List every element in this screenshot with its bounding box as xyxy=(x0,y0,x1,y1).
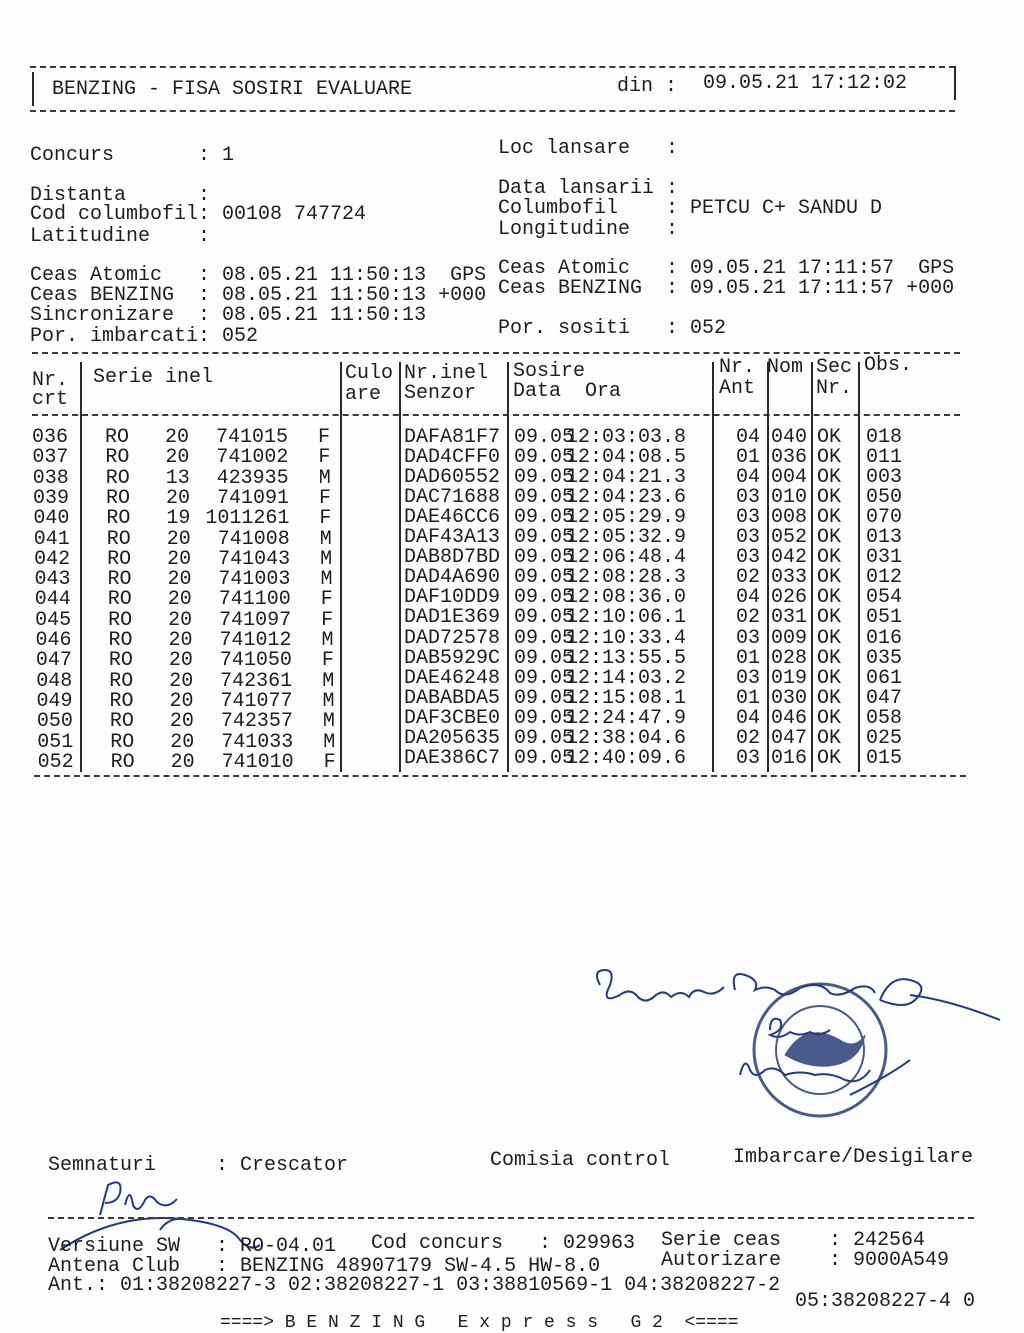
cell-sec: OK xyxy=(817,726,842,750)
cell-sensor: DAB8D7BD xyxy=(404,546,501,570)
field-columbofil: Columbofil: PETCU C+ SANDU D xyxy=(498,199,882,219)
cell-date: 09.05 xyxy=(514,546,575,570)
th-sec: Sec xyxy=(816,356,853,379)
cell-sex: F xyxy=(323,750,336,774)
cell-obs: 003 xyxy=(866,466,903,490)
cell-date: 09.05 xyxy=(514,666,575,690)
cell-country: RO xyxy=(110,730,135,754)
field-latitudine: Latitudine: xyxy=(30,227,222,247)
cell-year: 20 xyxy=(165,446,190,470)
cell-time: 12:24:47.9 xyxy=(566,706,687,730)
cell-time: 12:10:06.1 xyxy=(566,606,687,630)
cell-sensor: DAD60552 xyxy=(404,466,501,490)
cell-nr: 038 xyxy=(32,466,69,490)
cell-obs: 031 xyxy=(866,546,903,570)
cell-sec: OK xyxy=(817,686,842,710)
cell-ring: 1011261 xyxy=(205,507,290,531)
cell-time: 12:04:08.5 xyxy=(566,446,687,470)
cell-obs: 054 xyxy=(866,586,903,610)
cell-sex: F xyxy=(319,507,332,531)
cell-country: RO xyxy=(108,608,133,632)
th-ant: Ant xyxy=(719,377,756,400)
th-culo: Culo xyxy=(345,362,394,385)
cell-obs: 011 xyxy=(866,446,903,470)
cell-year: 20 xyxy=(169,689,194,713)
cell-year: 20 xyxy=(170,750,195,774)
cell-sec: OK xyxy=(817,706,842,730)
cell-country: RO xyxy=(106,507,131,531)
cell-date: 09.05 xyxy=(514,446,575,470)
cell-year: 20 xyxy=(166,486,191,510)
cell-ring: 741077 xyxy=(220,689,293,713)
cell-sensor: DAF3CBE0 xyxy=(404,706,501,730)
cell-nr: 050 xyxy=(36,710,73,734)
field-concurs: Concurs: 1 xyxy=(30,146,234,166)
cell-year: 20 xyxy=(169,669,194,693)
cell-time: 12:05:29.9 xyxy=(566,506,687,530)
cell-country: RO xyxy=(106,527,131,551)
header-border-left xyxy=(32,72,34,106)
cell-sec: OK xyxy=(817,486,842,510)
cell-ring: 741002 xyxy=(216,446,289,470)
table-column-divider xyxy=(507,362,509,772)
th-are: are xyxy=(345,383,382,406)
cell-sex: F xyxy=(321,649,334,673)
cell-nr: 049 xyxy=(36,689,73,713)
cell-time: 12:04:21.3 xyxy=(566,466,687,490)
cell-ring: 741010 xyxy=(221,750,294,774)
th-nr-ant: Nr. xyxy=(719,356,756,379)
cell-year: 20 xyxy=(165,426,190,449)
cell-nom: 004 xyxy=(771,466,808,490)
cell-sex: F xyxy=(318,446,331,470)
footer-cod-concurs: Cod concurs: 029963 xyxy=(371,1234,635,1254)
field-ceas-benzing-left: Ceas BENZING: 08.05.21 11:50:13 +000 xyxy=(30,286,486,306)
signature-imbarcare: Imbarcare/Desigilare xyxy=(733,1146,974,1169)
cell-country: RO xyxy=(109,669,134,693)
cell-date: 09.05 xyxy=(514,746,575,770)
cell-sec: OK xyxy=(817,466,842,490)
cell-sec: OK xyxy=(817,446,842,470)
cell-year: 20 xyxy=(168,629,193,652)
header-border-bottom xyxy=(30,110,955,112)
cell-nom: 047 xyxy=(771,726,808,750)
cell-time: 12:40:09.6 xyxy=(566,746,687,770)
cell-country: RO xyxy=(108,649,133,673)
table-column-divider xyxy=(858,362,860,772)
cell-nr: 037 xyxy=(32,446,69,470)
cell-country: RO xyxy=(105,426,130,449)
table-header-separator xyxy=(32,414,960,416)
field-ceas-benzing-right: Ceas BENZING: 09.05.21 17:11:57 +000 xyxy=(498,279,954,299)
cell-sex: M xyxy=(321,629,334,652)
header-border-right xyxy=(954,66,956,100)
cell-country: RO xyxy=(105,466,130,490)
cell-ant: 03 xyxy=(735,746,760,770)
cell-obs: 012 xyxy=(866,566,903,590)
cell-sensor: DAE386C7 xyxy=(404,746,501,770)
th-sec-nr: Nr. xyxy=(816,377,853,400)
cell-ring: 742357 xyxy=(220,710,293,734)
cell-time: 12:06:48.4 xyxy=(566,546,687,570)
cell-sec: OK xyxy=(817,666,842,690)
cell-sex: M xyxy=(323,730,336,754)
footer-separator xyxy=(48,1217,974,1219)
cell-year: 13 xyxy=(165,466,190,490)
cell-nom: 036 xyxy=(771,446,808,470)
cell-obs: 047 xyxy=(866,686,903,710)
th-nr-inel: Nr.inel xyxy=(404,362,489,385)
field-ceas-atomic-right: Ceas Atomic: 09.05.21 17:11:57 GPS xyxy=(498,259,954,279)
table-border-bottom xyxy=(34,775,966,777)
th-obs: Obs. xyxy=(864,354,913,377)
cell-obs: 016 xyxy=(866,626,903,650)
cell-ant: 03 xyxy=(735,486,760,510)
cell-ant: 02 xyxy=(735,726,760,750)
cell-country: RO xyxy=(110,750,135,774)
cell-sensor: DAD4A690 xyxy=(404,566,501,590)
cell-sex: M xyxy=(322,710,335,734)
cell-obs: 035 xyxy=(866,646,903,670)
cell-nom: 019 xyxy=(771,666,808,690)
field-por-imbarcati: Por. imbarcati: 052 xyxy=(30,327,258,347)
cell-obs: 058 xyxy=(866,706,903,730)
field-cod-columbofil: Cod columbofil: 00108 747724 xyxy=(30,205,366,225)
cell-year: 20 xyxy=(167,588,192,612)
cell-date: 09.05 xyxy=(514,646,575,670)
cell-ring: 741097 xyxy=(219,608,292,632)
footer-serie-ceas: Serie ceas: 242564 xyxy=(661,1231,925,1251)
cell-nom: 031 xyxy=(771,606,808,630)
cell-obs: 050 xyxy=(866,486,903,510)
cell-sec: OK xyxy=(817,626,842,650)
field-distanta: Distanta: xyxy=(30,186,222,206)
cell-ant: 01 xyxy=(735,646,760,670)
th-sosire: Sosire xyxy=(513,360,586,383)
cell-country: RO xyxy=(109,710,134,734)
footer-antena-club: Antena Club: BENZING 48907179 SW-4.5 HW-8.0 xyxy=(48,1257,600,1277)
cell-sec: OK xyxy=(817,566,842,590)
th-crt: crt xyxy=(32,388,69,411)
cell-nr: 041 xyxy=(33,527,70,551)
cell-ring: 741003 xyxy=(218,568,291,592)
signatures-label: Semnaturi: Crescator xyxy=(48,1156,348,1176)
cell-nr: 036 xyxy=(32,426,69,449)
cell-year: 20 xyxy=(169,710,194,734)
cell-country: RO xyxy=(109,689,134,713)
cell-sec: OK xyxy=(817,646,842,670)
cell-time: 12:10:33.4 xyxy=(566,626,687,650)
cell-ring: 741008 xyxy=(217,527,290,551)
th-senzor: Senzor xyxy=(404,382,477,405)
cell-country: RO xyxy=(108,629,133,652)
cell-sex: M xyxy=(322,669,335,693)
cell-date: 09.05 xyxy=(514,686,575,710)
cell-time: 12:13:55.5 xyxy=(566,646,687,670)
cell-sex: M xyxy=(320,547,333,571)
cell-year: 20 xyxy=(168,649,193,673)
cell-time: 12:08:36.0 xyxy=(566,586,687,610)
cell-time: 12:08:28.3 xyxy=(566,566,687,590)
cell-date: 09.05 xyxy=(514,526,575,550)
cell-ant: 01 xyxy=(735,446,760,470)
club-stamp xyxy=(754,984,886,1116)
cell-sensor: DAD1E369 xyxy=(404,606,501,630)
cell-date: 09.05 xyxy=(514,606,575,630)
cell-nom: 033 xyxy=(771,566,808,590)
field-loc-lansare: Loc lansare: xyxy=(498,139,690,159)
cell-ring: 741050 xyxy=(219,649,292,673)
cell-nr: 039 xyxy=(33,486,70,510)
table-column-divider xyxy=(80,362,82,772)
cell-nom: 046 xyxy=(771,706,808,730)
table-column-divider xyxy=(811,362,813,772)
table-border-top xyxy=(32,352,960,354)
cell-ant: 04 xyxy=(735,586,760,610)
cell-obs: 051 xyxy=(866,606,903,630)
field-longitudine: Longitudine: xyxy=(498,220,690,240)
cell-ant: 03 xyxy=(735,546,760,570)
commission-handwriting xyxy=(597,970,1000,1095)
cell-nom: 052 xyxy=(771,526,808,550)
table-column-divider xyxy=(399,362,401,772)
cell-sex: F xyxy=(318,426,331,449)
field-ceas-atomic-left: Ceas Atomic: 08.05.21 11:50:13 GPS xyxy=(30,266,486,286)
cell-sex: F xyxy=(321,608,334,632)
cell-ant: 03 xyxy=(735,666,760,690)
cell-date: 09.05 xyxy=(514,466,575,490)
cell-ring: 423935 xyxy=(216,466,289,490)
cell-time: 12:03:03.8 xyxy=(566,426,687,449)
cell-nom: 009 xyxy=(771,626,808,650)
cell-nr: 042 xyxy=(34,547,71,571)
cell-obs: 025 xyxy=(866,726,903,750)
footer-antennas-2: 05:38208227-4 0 xyxy=(795,1290,976,1313)
cell-nom: 026 xyxy=(771,586,808,610)
cell-nom: 008 xyxy=(771,506,808,530)
th-serie-inel: Serie inel xyxy=(93,366,214,389)
cell-sensor: DAD72578 xyxy=(404,626,501,650)
din-value: 09.05.21 17:12:02 xyxy=(703,72,908,95)
cell-ant: 04 xyxy=(735,426,760,449)
cell-nom: 040 xyxy=(771,426,808,449)
cell-time: 12:38:04.6 xyxy=(566,726,687,750)
footer-banner: ====> B E N Z I N G E x p r e s s G 2 <==== xyxy=(220,1313,739,1333)
cell-nom: 016 xyxy=(771,746,808,770)
cell-sex: M xyxy=(320,568,333,592)
cell-country: RO xyxy=(107,547,132,571)
cell-year: 20 xyxy=(170,730,195,754)
cell-sensor: DAD4CFF0 xyxy=(404,446,501,470)
cell-date: 09.05 xyxy=(514,726,575,750)
table-column-divider xyxy=(712,362,714,772)
cell-ring: 741100 xyxy=(218,588,291,612)
cell-time: 12:04:23.6 xyxy=(566,486,687,510)
th-nom: Nom xyxy=(767,356,804,379)
cell-time: 12:05:32.9 xyxy=(566,526,687,550)
cell-year: 19 xyxy=(166,507,191,531)
cell-country: RO xyxy=(107,568,132,592)
cell-ring: 741033 xyxy=(221,730,294,754)
cell-year: 20 xyxy=(166,527,191,551)
cell-nr: 043 xyxy=(34,568,71,592)
field-sincronizare: Sincronizare: 08.05.21 11:50:13 xyxy=(30,306,426,326)
field-data-lansarii: Data lansarii: xyxy=(498,179,690,199)
cell-date: 09.05 xyxy=(514,566,575,590)
cell-nom: 028 xyxy=(771,646,808,670)
cell-nr: 048 xyxy=(36,669,73,693)
cell-date: 09.05 xyxy=(514,706,575,730)
cell-sec: OK xyxy=(817,526,842,550)
cell-sec: OK xyxy=(817,506,842,530)
cell-ant: 03 xyxy=(735,626,760,650)
cell-ring: 741091 xyxy=(217,486,290,510)
cell-obs: 070 xyxy=(866,506,903,530)
cell-obs: 013 xyxy=(866,526,903,550)
footer-versiune: Versiune SW: RO-04.01 xyxy=(48,1237,336,1257)
cell-sec: OK xyxy=(817,546,842,570)
cell-ant: 01 xyxy=(735,686,760,710)
cell-sensor: DAE46CC6 xyxy=(404,506,501,530)
cell-date: 09.05 xyxy=(514,506,575,530)
cell-year: 20 xyxy=(167,568,192,592)
cell-date: 09.05 xyxy=(514,586,575,610)
cell-ant: 02 xyxy=(735,606,760,630)
footer-autorizare: Autorizare: 9000A549 xyxy=(661,1251,949,1271)
cell-time: 12:14:03.2 xyxy=(566,666,687,690)
cell-ant: 04 xyxy=(735,466,760,490)
footer-antennas: Ant.: 01:38208227-3 02:38208227-1 03:38810569-1 04:38208227-2 xyxy=(48,1274,781,1297)
cell-ant: 04 xyxy=(735,706,760,730)
cell-year: 20 xyxy=(168,608,193,632)
din-label: din : xyxy=(617,75,678,98)
cell-sec: OK xyxy=(817,606,842,630)
cell-ring: 742361 xyxy=(220,669,293,693)
cell-time: 12:15:08.1 xyxy=(566,686,687,710)
cell-ring: 741015 xyxy=(215,426,288,449)
cell-sensor: DAE46248 xyxy=(404,666,501,690)
cell-ant: 02 xyxy=(735,566,760,590)
cell-nr: 046 xyxy=(35,629,72,652)
cell-sex: M xyxy=(318,466,331,490)
cell-nr: 040 xyxy=(33,507,70,531)
cell-obs: 061 xyxy=(866,666,903,690)
cell-nom: 010 xyxy=(771,486,808,510)
cell-nr: 051 xyxy=(37,730,74,754)
cell-sensor: DAF43A13 xyxy=(404,526,501,550)
cell-ring: 741012 xyxy=(219,629,292,652)
field-por-sositi: Por. sositi: 052 xyxy=(498,319,726,339)
cell-country: RO xyxy=(107,588,132,612)
cell-year: 20 xyxy=(167,547,192,571)
cell-nom: 042 xyxy=(771,546,808,570)
cell-nr: 045 xyxy=(35,608,72,632)
th-data-ora: Data Ora xyxy=(513,380,622,403)
cell-country: RO xyxy=(106,486,131,510)
cell-obs: 018 xyxy=(866,426,903,449)
cell-nr: 047 xyxy=(35,649,72,673)
cell-sec: OK xyxy=(817,586,842,610)
table-column-divider xyxy=(767,362,769,772)
cell-country: RO xyxy=(105,446,130,470)
cell-nom: 030 xyxy=(771,686,808,710)
cell-ant: 03 xyxy=(735,506,760,530)
cell-obs: 015 xyxy=(866,746,903,770)
table-column-divider xyxy=(340,362,342,772)
header-border-top xyxy=(30,66,955,68)
cell-sensor: DAF10DD9 xyxy=(404,586,501,610)
signature-comisia-control: Comisia control xyxy=(490,1149,671,1172)
cell-date: 09.05 xyxy=(514,626,575,650)
cell-sex: F xyxy=(319,486,332,510)
cell-sensor: DA205635 xyxy=(404,726,501,750)
cell-date: 09.05 xyxy=(514,426,575,449)
cell-sex: F xyxy=(320,588,333,612)
cell-sec: OK xyxy=(817,426,842,449)
th-nr: Nr. xyxy=(32,369,69,392)
document-title: BENZING - FISA SOSIRI EVALUARE xyxy=(52,78,413,101)
cell-ring: 741043 xyxy=(218,547,291,571)
cell-sensor: DAFA81F7 xyxy=(404,426,501,449)
cell-sensor: DAC71688 xyxy=(404,486,501,510)
cell-nr: 044 xyxy=(34,588,71,612)
cell-sex: M xyxy=(322,689,335,713)
cell-sec: OK xyxy=(817,746,842,770)
cell-date: 09.05 xyxy=(514,486,575,510)
cell-sensor: DAB5929C xyxy=(404,646,501,670)
cell-sensor: DABABDA5 xyxy=(404,686,501,710)
cell-nr: 052 xyxy=(37,750,74,774)
cell-sex: M xyxy=(319,527,332,551)
cell-ant: 03 xyxy=(735,526,760,550)
